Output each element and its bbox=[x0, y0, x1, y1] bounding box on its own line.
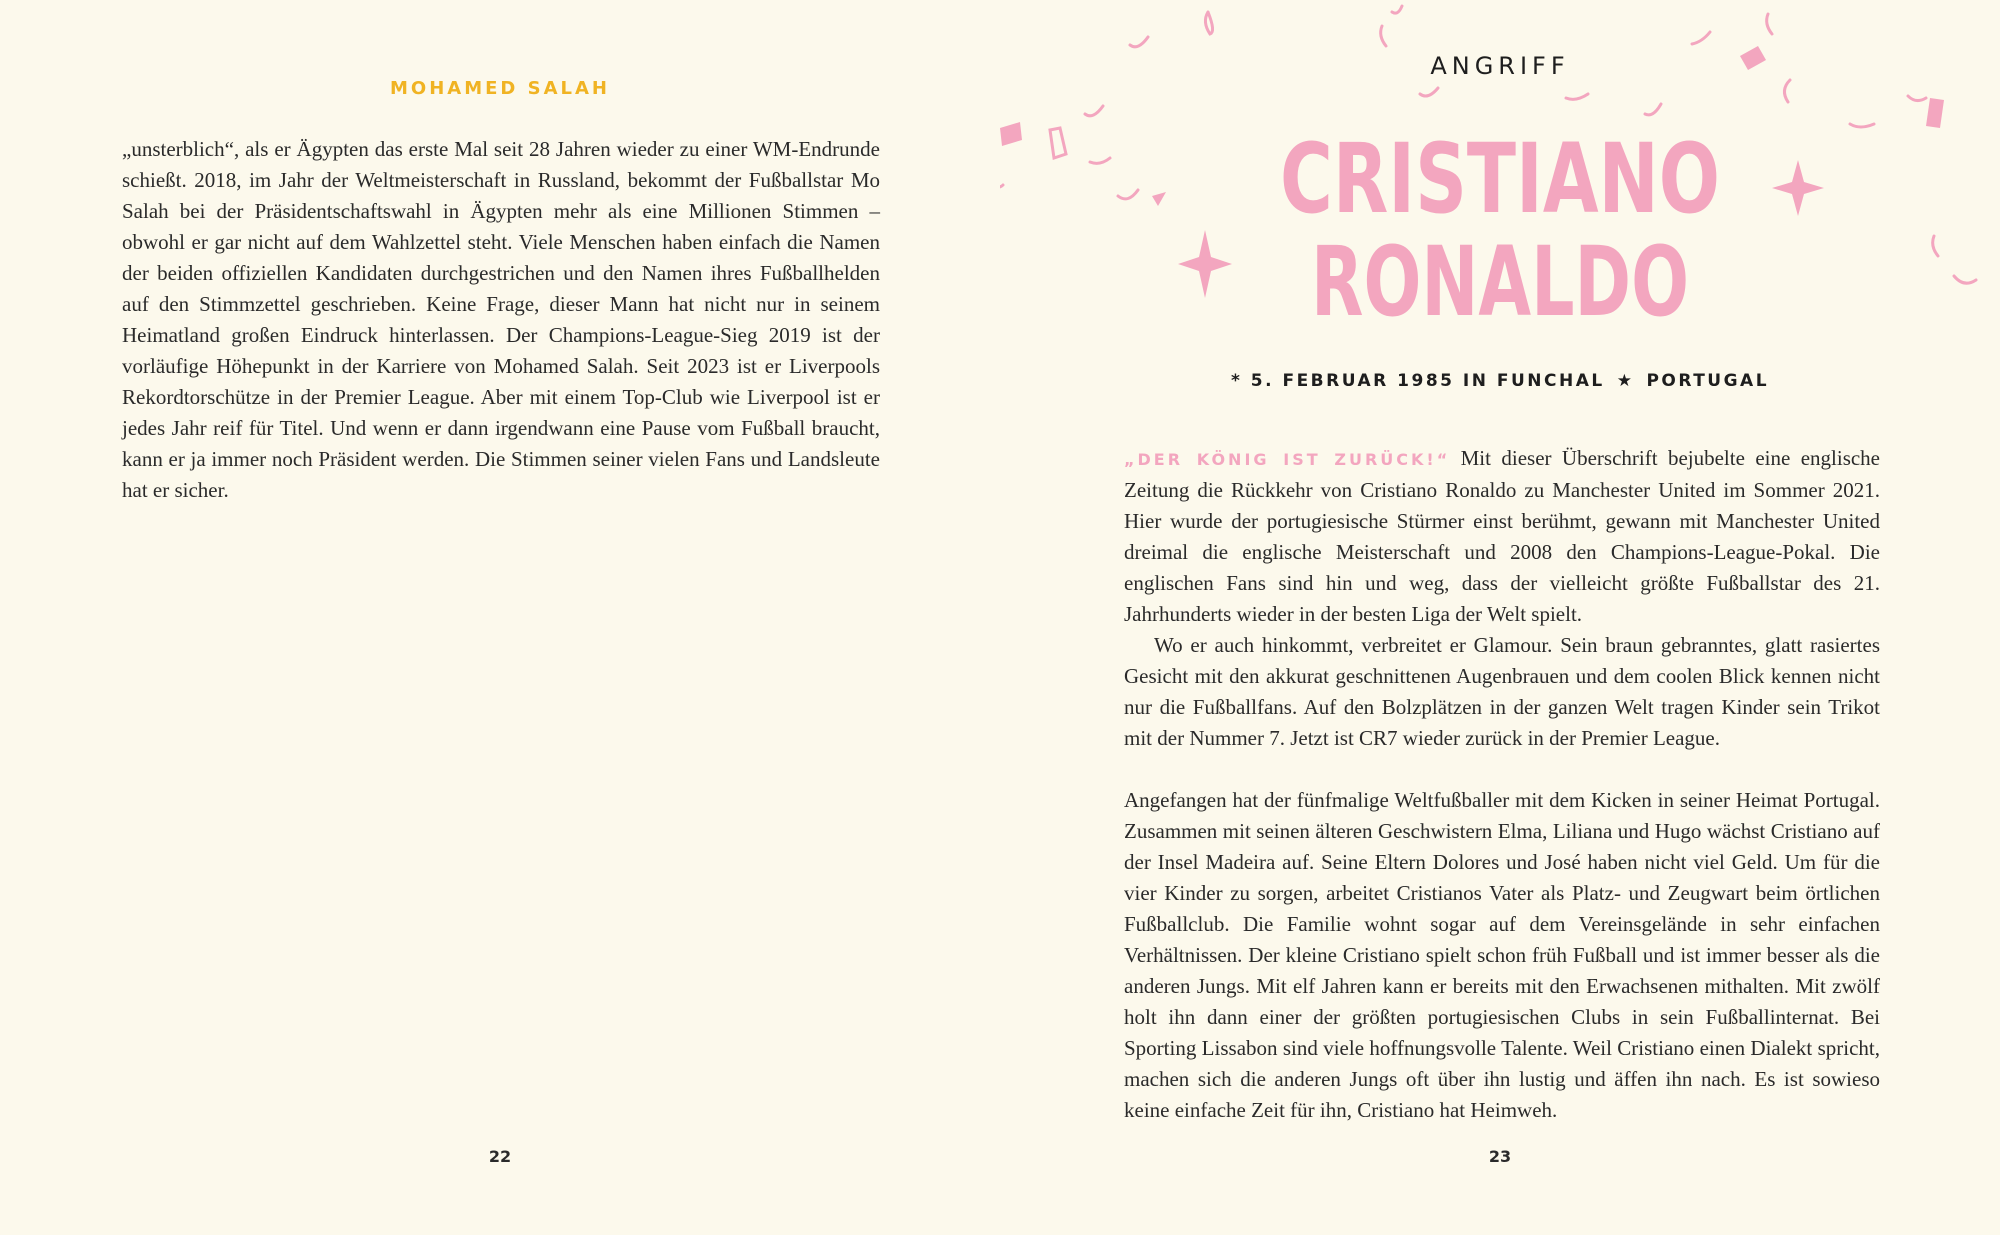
left-body-text bbox=[122, 134, 880, 506]
right-body-text bbox=[1124, 443, 1880, 1126]
player-meta bbox=[1000, 371, 2000, 391]
country: PORTUGAL bbox=[1646, 371, 1770, 391]
player-name-title bbox=[1000, 0, 2000, 340]
right-paragraph-2: Wo er auch hinkommt, verbreitet er Glamour. Sein braun gebranntes, glatt rasiertes Gesicht mit den akkurat geschnittenen Augenbrauen und dem coolen Blick kennen nicht nur die Fußballfans. Auf den Bolzplätzen in der ganzen Welt tragen Kinder sein Trikot mit der Nummer 7. Jetzt ist CR7 wieder zurück in der Premier League. bbox=[1124, 633, 1880, 750]
star-icon: ★ bbox=[1616, 371, 1635, 391]
paragraph-1-text: Mit dieser Überschrift bejubelte eine englische Zeitung die Rückkehr von Cristiano Ronaldo zu Manchester United im Sommer 2021. Hier wurde der portugiesische Stürmer einst berühmt, gewann mit Manchester United dreimal die englische Meisterschaft und 2008 den Champions-League-Pokal. Die englischen Fans sind hin und weg, dass der vielleicht größte Fußballstar des 21. Jahrhunderts wieder in der besten Liga der Welt spielt. bbox=[1124, 446, 1881, 626]
quote-lead: „DER KÖNIG IST ZURÜCK!“ bbox=[1124, 450, 1451, 469]
right-paragraph-1 bbox=[1124, 443, 1880, 630]
right-paragraph-3: Angefangen hat der fünfmalige Weltfußballer mit dem Kicken in seiner Heimat Portugal. Zusammen mit seinen älteren Geschwistern Elma, Liliana und Hugo wächst Cristiano auf der Insel Madeira auf. Seine Eltern Dolores und José haben nicht viel Geld. Um für die vier Kinder zu sorgen, arbeitet Cristianos Vater als Platz- und Zeugwart beim örtlichen Fußballclub. Die Familie wohnt sogar auf dem Vereinsgelände in sehr einfachen Verhältnissen. Der kleine Cristiano spielt schon früh Fußball und ist immer besser als die anderen Jungs. Mit elf Jahren kann er bereits mit den Erwachsenen mithalten. Mit zwölf holt ihn dann einer der größten portugiesischen Clubs in sein Fußballinternat. Bei Sporting Lissabon sind viele hoffnungsvolle Talente. Weil Cristiano einen Dialekt spricht, machen sich die anderen Jungs oft über ihn lustig und äffen ihn nach. Es ist sowieso keine einfache Zeit für ihn, Cristiano hat Heimweh. bbox=[1124, 788, 1880, 1122]
running-head: MOHAMED SALAH bbox=[390, 78, 610, 99]
left-paragraph: „unsterblich“, als er Ägypten das erste Mal seit 28 Jahren wieder zu einer WM-Endrunde schießt. 2018, im Jahr der Weltmeisterschaft in Russland, bekommt der Fußballstar Mo Salah bei der Präsidentschaftswahl in Ägypten mehr als eine Millionen Stimmen – obwohl er gar nicht auf dem Wahlzettel steht. Viele Menschen haben einfach die Namen der beiden offiziellen Kandidaten durchgestrichen und den Namen ihres Fußballhelden auf den Stimmzettel geschrieben. Keine Frage, dieser Mann hat nicht nur in seinem Heimatland großen Eindruck hinterlassen. Der Champions-League-Sieg 2019 ist der vorläufige Höhepunkt in der Karriere von Mohamed Salah. Seit 2023 ist er Liverpools Rekordtorschütze in der Premier League. Aber mit einem Top-Club wie Liverpool ist er jedes Jahr reif für Titel. Und wenn er dann irgendwann eine Pause vom Fußball braucht, kann er ja immer noch Präsident werden. Die Stimmen seiner vielen Fans und Landsleute hat er sicher. bbox=[122, 137, 880, 502]
section-label: ANGRIFF bbox=[1430, 52, 1570, 80]
title-line-1: CRISTIANO bbox=[1280, 123, 1720, 235]
page-number-right: 23 bbox=[1488, 1147, 1512, 1166]
title-line-2: RONALDO bbox=[1311, 226, 1689, 338]
right-page bbox=[1000, 0, 2000, 1235]
birth-info: * 5. FEBRUAR 1985 IN FUNCHAL bbox=[1230, 371, 1605, 391]
page-number-left: 22 bbox=[488, 1147, 512, 1166]
